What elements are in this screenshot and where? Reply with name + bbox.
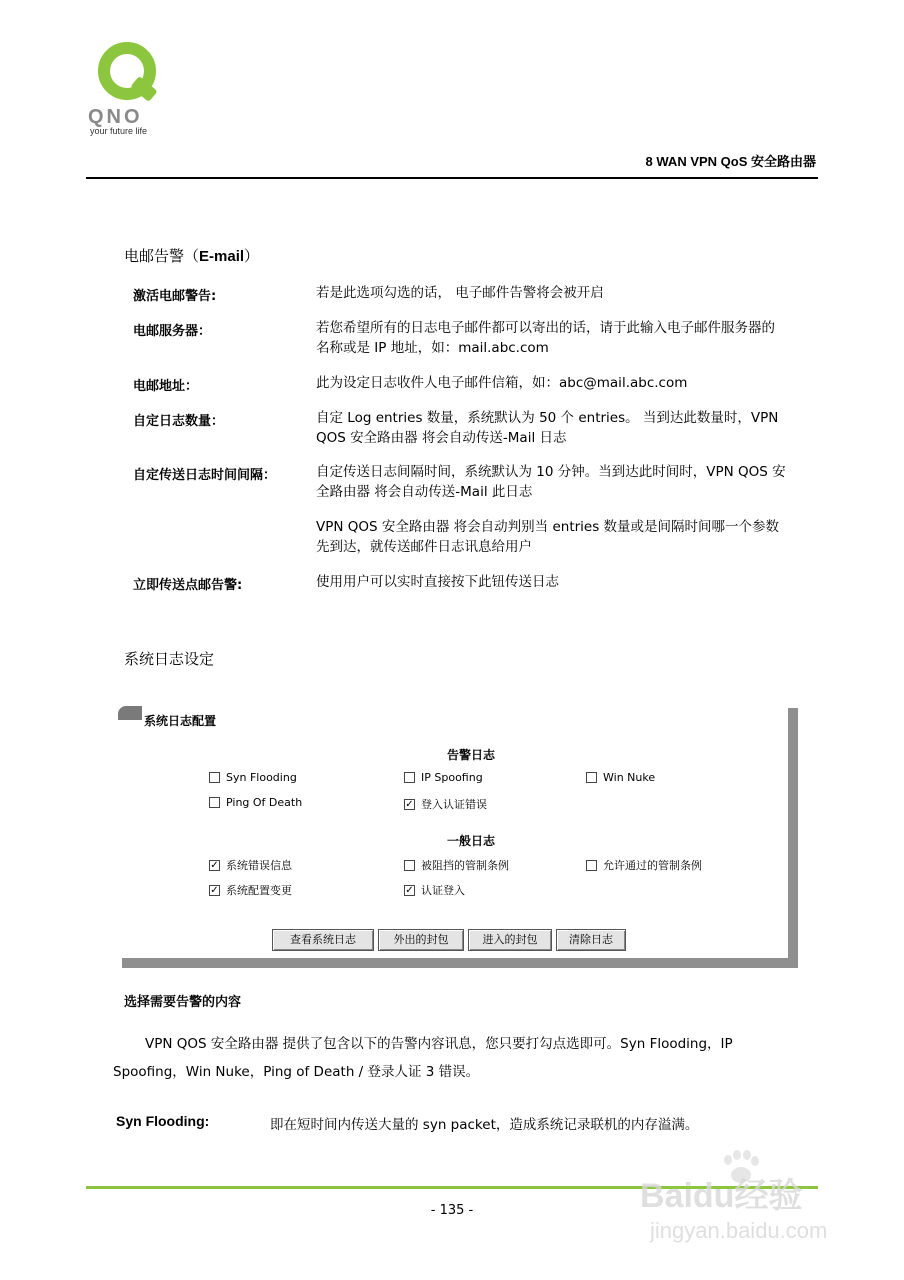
checkbox-box[interactable]	[209, 772, 220, 783]
checkbox-label: 允许通过的管制条例	[603, 859, 702, 872]
email-section-heading	[124, 245, 259, 266]
checkbox-label: 系统配置变更	[226, 884, 292, 897]
page-number: - 135 -	[430, 1203, 474, 1218]
checkbox-ip-spoofing[interactable]	[404, 771, 483, 784]
checkbox-ping-of-death[interactable]	[209, 796, 302, 809]
panel-title: 系统日志配置	[144, 714, 217, 728]
outgoing-packets-button[interactable]: 外出的封包	[378, 929, 464, 951]
desc-enable-email-alert: 若是此选项勾选的话， 电子邮件告警将会被开启	[316, 285, 604, 301]
panel-shadow-right	[788, 708, 798, 968]
checkbox-label: 认证登入	[421, 884, 465, 897]
desc-auto-judge: VPN QOS 安全路由器 将会自动判别当 entries 数量或是间隔时间哪一个参数先到达，就传送邮件日志讯息给用户	[316, 519, 780, 555]
checkbox-box[interactable]: ✓	[405, 884, 414, 896]
checkbox-label: 被阻挡的管制条例	[421, 859, 509, 872]
checkbox-label: Syn Flooding	[226, 771, 297, 784]
checkbox-system-error[interactable]	[209, 857, 292, 873]
checkbox-box[interactable]: ✓	[405, 798, 414, 810]
checkbox-box[interactable]	[404, 772, 415, 783]
syn-flooding-term: Syn Flooding:	[116, 1113, 210, 1129]
checkbox-label: Ping Of Death	[226, 796, 303, 809]
alert-content-heading: 选择需要告警的内容	[124, 995, 242, 1010]
watermark-main: Baidu经验	[640, 1177, 803, 1215]
general-log-group-title: 一般日志	[447, 834, 496, 848]
header-title: 8 WAN VPN QoS 安全路由器	[645, 154, 816, 169]
watermark-sub: jingyan.baidu.com	[650, 1218, 828, 1243]
syn-flooding-desc: 即在短时间内传送大量的 syn packet，造成系统记录联机的内存溢满。	[270, 1117, 699, 1133]
checkbox-box[interactable]	[586, 772, 597, 783]
checkbox-box[interactable]: ✓	[210, 859, 219, 871]
checkbox-auth-login[interactable]	[404, 882, 465, 898]
email-heading-en: E-mail	[199, 248, 245, 265]
checkbox-box[interactable]	[209, 797, 220, 808]
email-heading-end: ）	[244, 247, 260, 265]
checkbox-label: 登入认证错误	[421, 798, 487, 811]
desc-send-now: 使用用户可以实时直接按下此钮传送日志	[316, 574, 559, 590]
alert-log-group-title: 告警日志	[447, 748, 496, 762]
checkbox-box[interactable]	[404, 860, 415, 871]
email-heading-cn: 电邮告警（	[124, 247, 200, 265]
logo-tagline: your future life	[90, 126, 148, 136]
term-send-now: 立即传送点邮告警:	[133, 578, 243, 593]
header-divider	[86, 177, 818, 179]
checkbox-config-change[interactable]	[209, 882, 292, 898]
alert-content-para-line2: Spoofing，Win Nuke，Ping of Death / 登录人证 3 错误。	[113, 1064, 480, 1080]
desc-log-interval: 自定传送日志间隔时间，系统默认为 10 分钟。当到达此时间时，VPN QOS 安全路由器 将会自动传送-Mail 此日志	[316, 464, 786, 500]
term-email-address: 电邮地址：	[133, 379, 199, 394]
term-enable-email-alert: 激活电邮警告:	[133, 289, 217, 304]
term-log-entries: 自定日志数量：	[133, 414, 225, 429]
desc-log-entries: 自定 Log entries 数量，系统默认为 50 个 entries。 当到达此数量时，VPN QOS 安全路由器 将会自动传送-Mail 日志	[316, 410, 779, 446]
view-syslog-button[interactable]: 查看系统日志	[272, 929, 374, 951]
checkbox-blocked-policy[interactable]	[404, 857, 509, 873]
checkbox-win-nuke[interactable]	[586, 771, 655, 784]
checkbox-login-auth-error[interactable]	[404, 796, 487, 812]
checkbox-syn-flooding[interactable]	[209, 771, 297, 784]
logo-brand: QNO	[88, 106, 143, 128]
desc-mail-server: 若您希望所有的日志电子邮件都可以寄出的话，请于此输入电子邮件服务器的名称或是 IP 地址，如：mail.abc.com	[316, 320, 775, 356]
checkbox-box[interactable]: ✓	[210, 884, 219, 896]
alert-content-para-line1: VPN QOS 安全路由器 提供了包含以下的告警内容讯息，您只要打勾点选即可。Syn Flooding，IP	[145, 1036, 733, 1052]
checkbox-label: Win Nuke	[603, 771, 656, 784]
incoming-packets-button[interactable]: 进入的封包	[468, 929, 552, 951]
panel-tab-icon	[118, 706, 142, 720]
checkbox-allowed-policy[interactable]	[586, 857, 702, 873]
panel-shadow-bottom	[122, 958, 798, 968]
term-log-interval: 自定传送日志时间间隔：	[133, 468, 277, 483]
clear-log-button[interactable]: 清除日志	[556, 929, 626, 951]
checkbox-label: 系统错误信息	[226, 859, 292, 872]
desc-email-address: 此为设定日志收件人电子邮件信箱，如：abc@mail.abc.com	[316, 375, 688, 391]
checkbox-box[interactable]	[586, 860, 597, 871]
term-mail-server: 电邮服务器：	[133, 324, 212, 339]
qno-logo	[86, 38, 170, 138]
syslog-section-heading: 系统日志设定	[124, 650, 215, 668]
checkbox-label: IP Spoofing	[421, 771, 483, 784]
